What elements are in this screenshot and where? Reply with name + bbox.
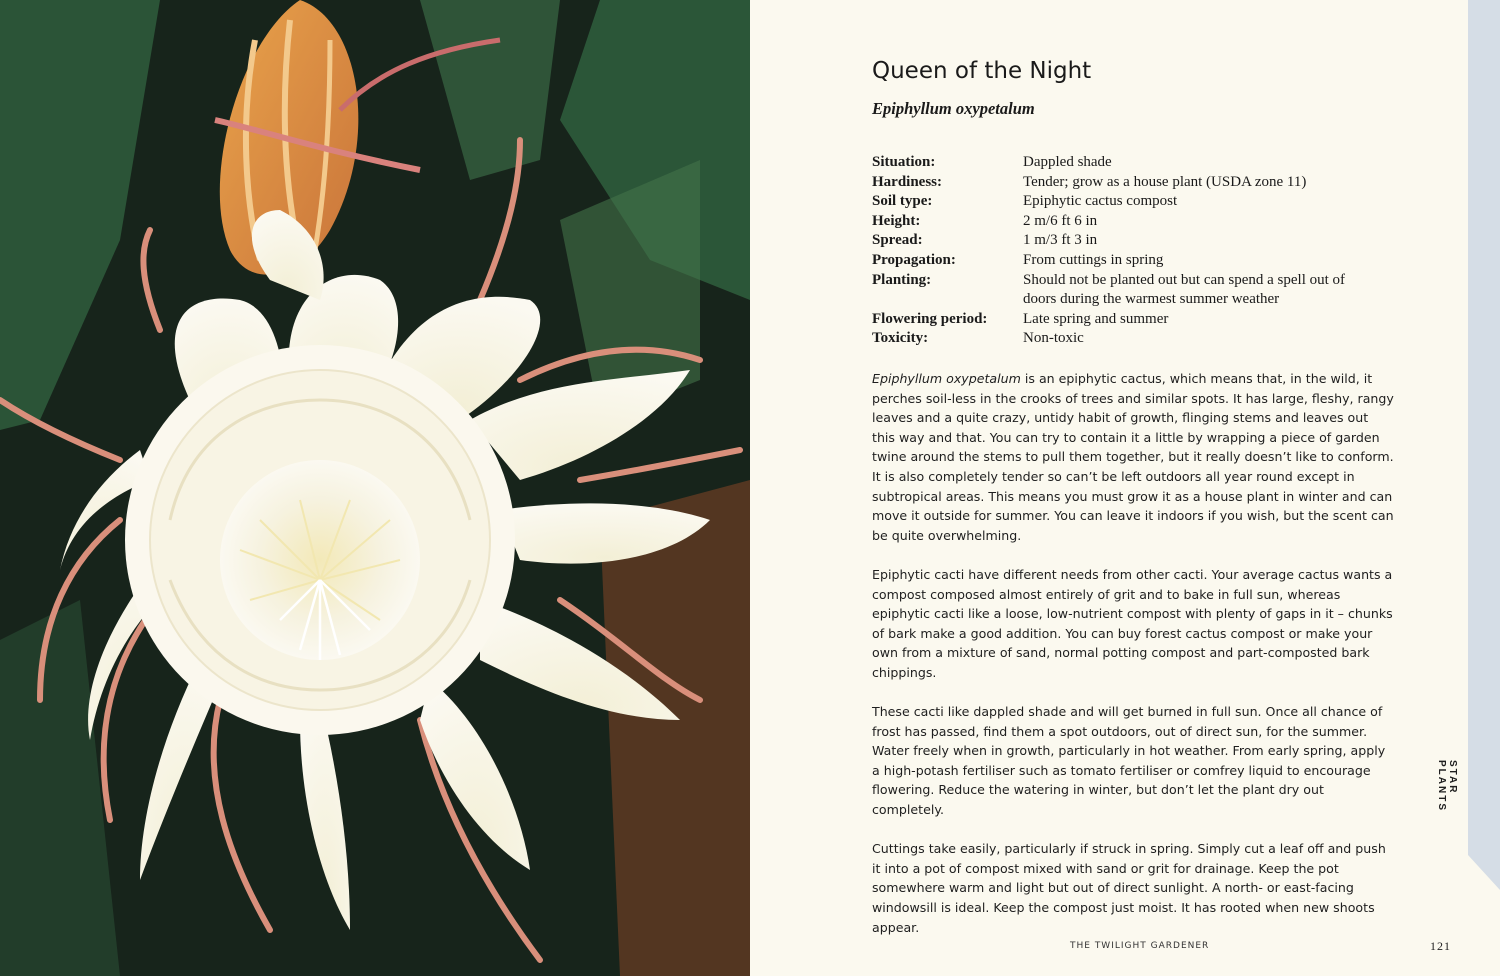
fact-row-toxicity: [872, 329, 1392, 349]
fact-value: Late spring and summer: [1023, 310, 1169, 327]
fact-label: Planting:: [872, 271, 932, 288]
fact-row-soil-type: [872, 192, 1392, 212]
paragraph-4: Cuttings take easily, particularly if struck in spring. Simply cut a leaf off and push it into a pot of compost mixed with sand or grit for drainage. Keep the pot somewhere warm and light but out of direct sunlight. A north- or east-facing windowsill is ideal. Keep the compost just moist. It has rooted when new shoots appear.: [872, 841, 1386, 935]
fact-value: Tender; grow as a house plant (USDA zone 11): [1023, 173, 1307, 190]
plant-facts-table: [872, 153, 1392, 349]
fact-row-planting: [872, 271, 1392, 310]
paragraph-1-text: is an epiphytic cactus, which means that, in the wild, it perches soil-less in the crooks of trees and similar spots. It has large, fleshy, rangy leaves and a quite crazy, untidy habit of growth, flinging stems and leaves out this way and that. You can try to contain it a little by wrapping a piece of garden twine around the stems to pull them together, but it really doesn’t like to conform. It is also completely tender so can’t be left outdoors all year round except in subtropical areas. This means you must grow it as a house plant in winter and can move it outside for summer. You can leave it indoors if you wish, but the scent can be quite overwhelming.: [872, 371, 1394, 543]
fact-row-height: [872, 212, 1392, 232]
body-text: [872, 369, 1394, 957]
fact-label: Hardiness:: [872, 173, 943, 190]
fact-value: Dappled shade: [1023, 154, 1112, 170]
paragraph-3: These cacti like dappled shade and will get burned in full sun. Once all chance of frost has passed, find them a spot outdoors, out of direct sun, for the summer. Water freely when in growth, particularly in hot weather. From early spring, apply a high-potash fertiliser such as tomato fertiliser or comfrey liquid to encourage flowering. Reduce the watering in winter, but don’t let the plant dry out completely.: [872, 704, 1386, 818]
fact-value: 2 m/6 ft 6 in: [1023, 212, 1098, 229]
fact-row-spread: [872, 231, 1392, 251]
fact-label: Situation:: [872, 154, 936, 170]
text-page: [750, 0, 1500, 976]
fact-label: Height:: [872, 212, 921, 229]
page-number: 121: [1430, 939, 1451, 953]
fact-row-flowering-period: [872, 310, 1392, 330]
fact-row-propagation: [872, 251, 1392, 271]
paragraph-1-latin: Epiphyllum oxypetalum: [872, 371, 1021, 386]
fact-label: Toxicity:: [872, 330, 929, 347]
paragraph-1: [872, 369, 1394, 545]
fact-value: Should not be planted out but can spend a spell out of doors during the warmest summer weather: [1023, 271, 1346, 308]
fact-row-hardiness: [872, 173, 1392, 193]
fact-label: Soil type:: [872, 193, 933, 210]
fact-value: 1 m/3 ft 3 in: [1023, 232, 1098, 249]
paragraph-2: Epiphytic cacti have different needs from other cacti. Your average cactus wants a compost composed almost entirely of grit and to bake in full sun, whereas epiphytic cacti like a loose, low-nutrient compost with plenty of gaps in it – chunks of bark make a good addition. You can buy forest cactus compost or make your own from a mixture of sand, normal potting compost and part-composted bark chippings.: [872, 566, 1393, 680]
section-label: STAR PLANTS: [1436, 760, 1458, 812]
fact-label: Spread:: [872, 232, 923, 249]
fact-value: From cuttings in spring: [1023, 251, 1164, 268]
latin-name: Epiphyllum oxypetalum: [872, 99, 1035, 118]
fact-row-situation: [872, 153, 1392, 173]
page-title: Queen of the Night: [872, 58, 1092, 84]
running-footer: THE TWILIGHT GARDENER: [1070, 941, 1210, 951]
fact-value: Epiphytic cactus compost: [1023, 193, 1178, 210]
fact-value: Non-toxic: [1023, 330, 1084, 347]
page-edge-tab: [1468, 0, 1500, 976]
fact-label: Propagation:: [872, 251, 956, 268]
fact-label: Flowering period:: [872, 310, 988, 327]
